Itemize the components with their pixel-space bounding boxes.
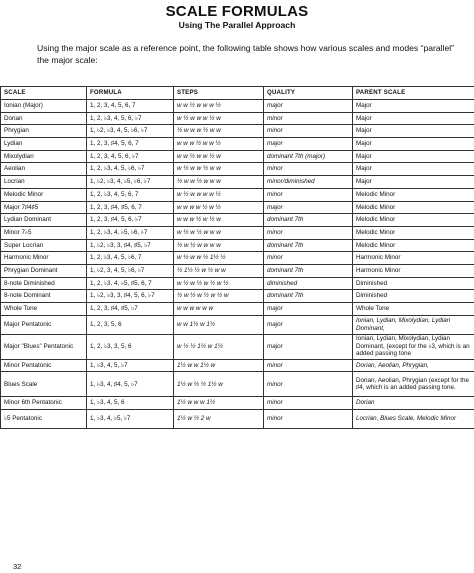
column-header-parent-scale: PARENT SCALE xyxy=(353,87,474,100)
parent-scale: Ionian, Lydian, Mixolydian, Lydian Dominant, xyxy=(353,315,474,334)
scale-name: Minor Pentatonic xyxy=(1,359,87,372)
scale-formula: 1, 2, ♭3, 4, 5, ♭6, ♭7 xyxy=(87,163,174,176)
parent-scale: Dorian xyxy=(353,397,474,410)
parent-scale: Dorian, Aeolian, Phrygian (except for the ♯4, which is an added passing tone. xyxy=(353,372,474,397)
page-subtitle: Using The Parallel Approach xyxy=(178,20,296,30)
scale-name: Whole Tone xyxy=(1,303,87,316)
scale-formula: 1, ♭2, 3, 4, 5, ♭6, ♭7 xyxy=(87,264,174,277)
scale-name: Minor 6th Pentatonic xyxy=(1,397,87,410)
scale-name: Melodic Minor xyxy=(1,188,87,201)
parent-scale: Melodic Minor xyxy=(353,201,474,214)
scale-name: Minor 7♭5 xyxy=(1,226,87,239)
scale-quality: minor xyxy=(264,226,353,239)
scale-quality: minor xyxy=(264,410,353,429)
scale-steps: w w 1½ w 1½ xyxy=(174,315,264,334)
scale-quality: diminished xyxy=(264,277,353,290)
table-row xyxy=(1,125,474,138)
parent-scale: Whole Tone xyxy=(353,303,474,316)
parent-scale: Melodic Minor xyxy=(353,226,474,239)
parent-scale: Melodic Minor xyxy=(353,188,474,201)
scale-steps: w ½ w w ½ 1½ ½ xyxy=(174,252,264,265)
scale-steps: w w ½ w w ½ w xyxy=(174,150,264,163)
table-row xyxy=(1,359,474,372)
table-header-row xyxy=(1,87,474,100)
scale-name: Phrygian xyxy=(1,125,87,138)
scale-formulas-table xyxy=(0,86,474,429)
scale-formula: 1, 2, 3, 4, 5, 6, ♭7 xyxy=(87,150,174,163)
table-row xyxy=(1,214,474,227)
scale-name: Major "Blues" Pentatonic xyxy=(1,334,87,359)
scale-formula: 1, ♭2, ♭3, 3, ♯4, 5, 6, ♭7 xyxy=(87,290,174,303)
scale-formula: 1, 2, 3, 4, 5, 6, 7 xyxy=(87,100,174,113)
scale-formula: 1, 2, ♭3, 3, 5, 6 xyxy=(87,334,174,359)
parent-scale: Major xyxy=(353,150,474,163)
scale-quality: minor xyxy=(264,112,353,125)
table-row xyxy=(1,138,474,151)
scale-quality: minor/diminished xyxy=(264,176,353,189)
scale-steps: w w w ½ w ½ w xyxy=(174,214,264,227)
parent-scale: Melodic Minor xyxy=(353,239,474,252)
scale-quality: minor xyxy=(264,372,353,397)
scale-name: Lydian Dominant xyxy=(1,214,87,227)
table-row xyxy=(1,303,474,316)
scale-steps: ½ 1½ ½ w ½ w w xyxy=(174,264,264,277)
parent-scale: Harmonic Minor xyxy=(353,252,474,265)
table-row xyxy=(1,226,474,239)
scale-formula: 1, ♭3, 4, 5, 6 xyxy=(87,397,174,410)
table-row xyxy=(1,239,474,252)
table-row xyxy=(1,163,474,176)
parent-scale: Major xyxy=(353,138,474,151)
scale-formula: 1, ♭3, 4, ♯4, 5, ♭7 xyxy=(87,372,174,397)
page-number: 32 xyxy=(13,562,22,571)
parent-scale: Major xyxy=(353,163,474,176)
scale-name: Major 7♯4♯5 xyxy=(1,201,87,214)
scale-name: 8-note Diminished xyxy=(1,277,87,290)
table-row xyxy=(1,410,474,429)
scale-formula: 1, 2, ♭3, 4, 5, ♭6, 7 xyxy=(87,252,174,265)
scale-steps: 1½ w ½ 2 w xyxy=(174,410,264,429)
scale-steps: ½ w w ½ w w w xyxy=(174,176,264,189)
scale-quality: dominant 7th xyxy=(264,264,353,277)
table-row xyxy=(1,100,474,113)
scale-formula: 1, 2, ♭3, 4, ♭5, ♯5, 6, 7 xyxy=(87,277,174,290)
scale-steps: ½ w ½ w w w w xyxy=(174,239,264,252)
scale-quality: major xyxy=(264,334,353,359)
scale-quality: minor xyxy=(264,188,353,201)
scale-formula: 1, 2, ♭3, 4, 5, 6, ♭7 xyxy=(87,112,174,125)
scale-name: 8-note Dominant xyxy=(1,290,87,303)
scale-steps: 1½ w w 1½ w xyxy=(174,359,264,372)
column-header-scale: SCALE xyxy=(1,87,87,100)
scale-steps: w w ½ w w w ½ xyxy=(174,100,264,113)
parent-scale: Major xyxy=(353,100,474,113)
parent-scale: Ionian, Lydian, Mixolydian, Lydian Dominant, (except for the ♭3, which is an added passing tone xyxy=(353,334,474,359)
intro-paragraph: Using the major scale as a reference point, the following table shows how various scales and modes “parallel” the major scale: xyxy=(37,43,455,65)
scale-quality: major xyxy=(264,303,353,316)
table-row xyxy=(1,315,474,334)
scale-quality: dominant 7th xyxy=(264,290,353,303)
scale-formula: 1, ♭2, ♭3, 4, 5, ♭6, ♭7 xyxy=(87,125,174,138)
scale-quality: major xyxy=(264,138,353,151)
scale-formula: 1, ♭2, ♭3, 4, ♭5, ♭6, ♭7 xyxy=(87,176,174,189)
table-row xyxy=(1,372,474,397)
scale-steps: w ½ w w ½ w w xyxy=(174,163,264,176)
scale-name: Major Pentatonic xyxy=(1,315,87,334)
scale-quality: minor xyxy=(264,163,353,176)
scale-name: Super Locrian xyxy=(1,239,87,252)
scale-steps: ½ w w w ½ w w xyxy=(174,125,264,138)
table-row xyxy=(1,150,474,163)
scale-name: Lydian xyxy=(1,138,87,151)
scale-quality: minor xyxy=(264,359,353,372)
scale-quality: minor xyxy=(264,125,353,138)
parent-scale: Major xyxy=(353,112,474,125)
scale-name: Harmonic Minor xyxy=(1,252,87,265)
table-row xyxy=(1,334,474,359)
parent-scale: Diminished xyxy=(353,290,474,303)
page-title: SCALE FORMULAS xyxy=(165,3,309,20)
parent-scale: Harmonic Minor xyxy=(353,264,474,277)
table-row xyxy=(1,397,474,410)
table-row xyxy=(1,188,474,201)
scale-quality: dominant 7th xyxy=(264,239,353,252)
scale-steps: 1½ w ½ ½ 1½ w xyxy=(174,372,264,397)
parent-scale: Major xyxy=(353,125,474,138)
scale-steps: 1½ w w w 1½ xyxy=(174,397,264,410)
scale-formula: 1, 2, 3, 5, 6 xyxy=(87,315,174,334)
scale-name: Aeolian xyxy=(1,163,87,176)
scale-formula: 1, 2, 3, ♯4, ♯5, ♭7 xyxy=(87,303,174,316)
scale-steps: ½ w ½ w ½ w ½ w xyxy=(174,290,264,303)
column-header-quality: QUALITY xyxy=(264,87,353,100)
column-header-steps: STEPS xyxy=(174,87,264,100)
scale-formula: 1, 2, 3, ♯4, ♯5, 6, 7 xyxy=(87,201,174,214)
scale-quality: dominant 7th xyxy=(264,214,353,227)
scale-name: ♭5 Pentatonic xyxy=(1,410,87,429)
scale-formula: 1, 2, 3, ♯4, 5, 6, 7 xyxy=(87,138,174,151)
table-row xyxy=(1,290,474,303)
scale-steps: w ½ w ½ w ½ w ½ xyxy=(174,277,264,290)
scale-name: Ionian (Major) xyxy=(1,100,87,113)
table-row xyxy=(1,252,474,265)
scale-steps: w ½ ½ 1½ w 1½ xyxy=(174,334,264,359)
scale-steps: w ½ w w w w ½ xyxy=(174,188,264,201)
scale-name: Mixolydian xyxy=(1,150,87,163)
scale-steps: w ½ w w w ½ w xyxy=(174,112,264,125)
scale-steps: w ½ w ½ w w w xyxy=(174,226,264,239)
scale-formula: 1, 2, 3, ♯4, 5, 6, ♭7 xyxy=(87,214,174,227)
table-row xyxy=(1,201,474,214)
table-row xyxy=(1,112,474,125)
scale-quality: major xyxy=(264,201,353,214)
scale-formula: 1, 2, ♭3, 4, 5, 6, 7 xyxy=(87,188,174,201)
parent-scale: Melodic Minor xyxy=(353,214,474,227)
scale-quality: minor xyxy=(264,397,353,410)
column-header-formula: FORMULA xyxy=(87,87,174,100)
scale-quality: minor xyxy=(264,252,353,265)
table-row xyxy=(1,264,474,277)
scale-quality: major xyxy=(264,100,353,113)
table-row xyxy=(1,176,474,189)
scale-quality: major xyxy=(264,315,353,334)
table-row xyxy=(1,277,474,290)
scale-formula: 1, ♭3, 4, ♭5, ♭7 xyxy=(87,410,174,429)
scale-name: Locrian xyxy=(1,176,87,189)
scale-steps: w w w w ½ w ½ xyxy=(174,201,264,214)
scale-name: Phrygian Dominant xyxy=(1,264,87,277)
scale-name: Blues Scale xyxy=(1,372,87,397)
scale-formula: 1, ♭3, 4, 5, ♭7 xyxy=(87,359,174,372)
scale-quality: dominant 7th (major) xyxy=(264,150,353,163)
scale-name: Dorian xyxy=(1,112,87,125)
parent-scale: Major xyxy=(353,176,474,189)
scale-steps: w w w w w w xyxy=(174,303,264,316)
scale-formula: 1, 2, ♭3, 4, ♭5, ♭6, ♭7 xyxy=(87,226,174,239)
parent-scale: Dorian, Aeolian, Phrygian, xyxy=(353,359,474,372)
parent-scale: Diminished xyxy=(353,277,474,290)
scale-steps: w w w ½ w w ½ xyxy=(174,138,264,151)
scale-formula: 1, ♭2, ♭3, 3, ♯4, ♯5, ♭7 xyxy=(87,239,174,252)
parent-scale: Locrian, Blues Scale, Melodic Minor xyxy=(353,410,474,429)
